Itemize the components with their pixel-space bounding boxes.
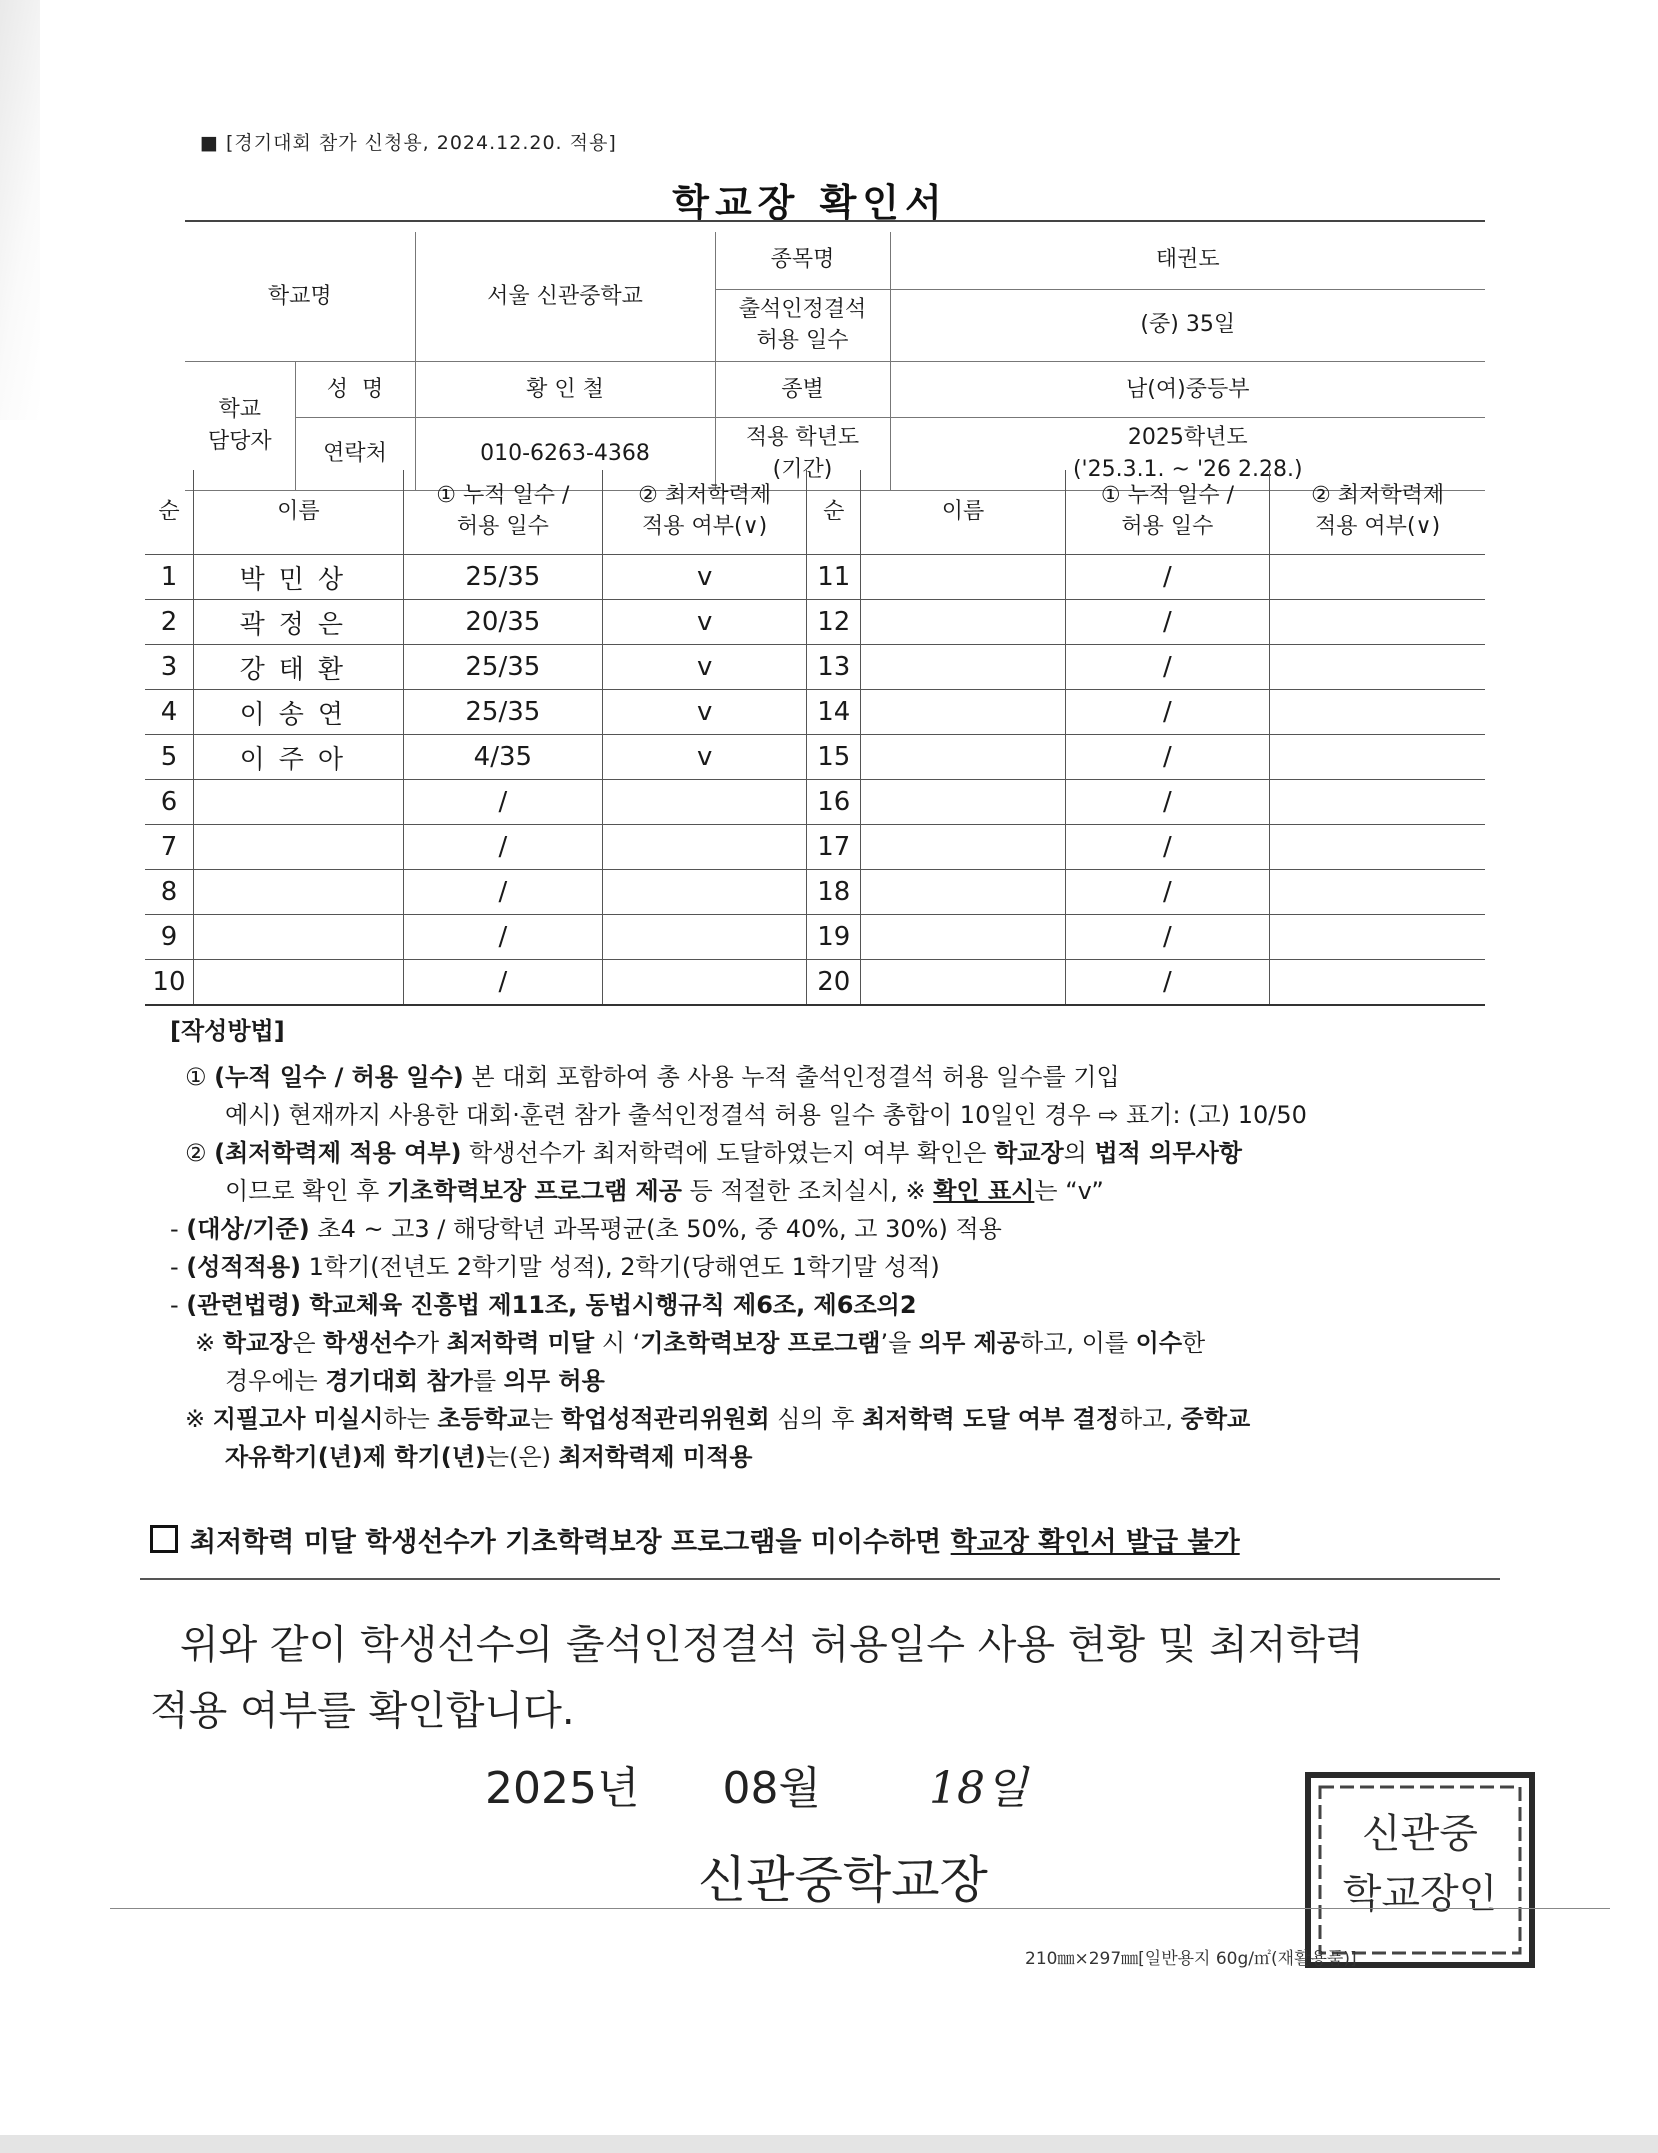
text-segment: 법적 의무사항 [1094,1139,1242,1167]
row-no: 9 [145,915,193,960]
text-segment: 미이수 [810,1527,890,1558]
student-name [861,735,1065,780]
division-value: 남(여)중등부 [890,362,1485,418]
text-segment: (누적 일수 / 허용 일수) [214,1063,464,1091]
row-no: 11 [807,555,861,600]
row-no: 1 [145,555,193,600]
text-segment: ① [185,1063,215,1091]
table-row [145,690,1485,735]
notice-line [150,1520,1240,1559]
issue-date [485,1752,1027,1816]
text-segment: 최저학력제 미적용 [558,1443,753,1471]
text-segment: 학교장 확인서 발급 불가 [950,1527,1240,1558]
student-name [861,780,1065,825]
text-segment: 하고, 이를 [1020,1329,1136,1357]
instructions-lines [140,1058,1520,1476]
text-segment: 가 [415,1329,447,1357]
text-segment: 하는 [383,1405,438,1433]
text-segment: - [170,1253,187,1281]
instruction-line [140,1362,1520,1400]
days-cell: 25/35 [403,645,602,690]
paper-spec: 210㎜×297㎜[일반용지 60g/㎡(재활용품)] [1025,1949,1357,1969]
text-segment: 의무 제공 [918,1329,1021,1357]
school-name: 서울 신관중학교 [415,232,715,362]
check-cell [602,870,806,915]
days-cell: 25/35 [403,555,602,600]
check-cell: v [602,600,806,645]
table-row [145,915,1485,960]
instruction-line [140,1400,1520,1438]
table-row [145,825,1485,870]
row-no: 20 [807,960,861,1006]
text-segment: 하면 [889,1527,951,1558]
text-segment: 을 [775,1527,811,1558]
division-label: 종별 [715,362,890,418]
check-cell: v [602,645,806,690]
student-name [861,915,1065,960]
person-name-value: 황 인 철 [415,362,715,418]
table-row [145,645,1485,690]
check-cell [602,825,806,870]
check-cell: v [602,555,806,600]
check-cell [1270,735,1485,780]
instruction-line [140,1286,1520,1324]
check-cell [1270,780,1485,825]
days-cell: / [1065,915,1269,960]
certificate-page [110,0,1600,2153]
row-no: 16 [807,780,861,825]
principal-title: 신관중학교장 [698,1851,988,1909]
header-no: 순 [807,470,861,555]
date-day: 18일 [928,1763,1028,1814]
text-segment: ② [185,1139,215,1167]
student-name [861,600,1065,645]
row-no: 8 [145,870,193,915]
sport-label: 종목명 [715,232,890,289]
table-row [145,735,1485,780]
days-cell: / [1065,870,1269,915]
year-value: 2025학년도 ('25.3.1. ~ '26 2.28.) [890,418,1485,491]
row-no: 18 [807,870,861,915]
days-cell: / [1065,780,1269,825]
row-no: 10 [145,960,193,1006]
check-cell [1270,915,1485,960]
check-cell [1270,555,1485,600]
student-name [193,780,403,825]
instruction-line [140,1210,1520,1248]
text-segment: 확인 표시 [933,1177,1035,1205]
text-segment: 학생선수가 최저학력에 도달하였는지 여부 확인은 [461,1139,995,1167]
row-no: 12 [807,600,861,645]
text-segment: 의무 허용 [503,1367,605,1395]
row-no: 13 [807,645,861,690]
text-segment: 최저학력 미달 [446,1329,595,1357]
days-cell: / [1065,645,1269,690]
instructions-section [140,1012,1520,1476]
student-name [193,915,403,960]
days-cell: / [403,960,602,1006]
check-cell [602,780,806,825]
phone-value: 010-6263-4368 [415,418,715,491]
text-segment: 초등학교 [437,1405,531,1433]
title-rule [185,220,1485,222]
days-cell: / [403,870,602,915]
student-name [861,870,1065,915]
days-cell: / [1065,600,1269,645]
text-segment: 기초학력보장 프로그램 [640,1329,881,1357]
text-segment: ※ [195,1329,223,1357]
header-days: ① 누적 일수 / 허용 일수 [403,470,602,555]
row-no: 17 [807,825,861,870]
text-segment: (성적적용) [186,1253,301,1281]
text-segment: 경기대회 참가 [325,1367,473,1395]
notice-rule [140,1578,1500,1580]
text-segment: 를 [472,1367,504,1395]
seal-line-2: 학교장인 [1342,1871,1498,1917]
student-name [193,825,403,870]
student-name [861,825,1065,870]
row-no: 2 [145,600,193,645]
text-segment: (관련법령) 학교체육 진흥법 제11조, 동법시행규칙 제6조, 제6조의2 [186,1291,917,1319]
student-name [861,960,1065,1006]
text-segment: 최저학력 도달 여부 결정 [862,1405,1119,1433]
check-cell: v [602,690,806,735]
page-bottom-rule [110,1908,1610,1909]
days-cell: / [1065,555,1269,600]
student-name: 강태환 [193,645,403,690]
text-segment: 기초학력보장 프로그램 [505,1527,776,1558]
row-no: 4 [145,690,193,735]
text-segment: 경우에는 [225,1367,326,1395]
days-cell: / [403,915,602,960]
person-name-label: 성 명 [295,362,415,418]
text-segment: - [170,1291,187,1319]
check-cell [1270,600,1485,645]
text-segment: 는(은) [485,1443,559,1471]
text-segment: 지필고사 미실시 [212,1405,384,1433]
text-segment: 하고, [1119,1405,1181,1433]
instruction-line [140,1058,1520,1096]
text-segment: 학교장 [222,1329,293,1357]
days-cell: / [403,825,602,870]
text-segment: 는 [530,1405,561,1433]
text-segment: 심의 후 [769,1405,863,1433]
text-segment: 기초학력보장 프로그램 제공 [387,1177,682,1205]
row-no: 5 [145,735,193,780]
text-segment: 가 [469,1527,506,1558]
header-note: ■ [경기대회 참가 신청용, 2024.12.20. 적용] [200,132,617,154]
instruction-line [140,1438,1520,1476]
student-name: 곽정은 [193,600,403,645]
text-segment: (대상/기준) [186,1215,310,1243]
check-cell [1270,870,1485,915]
check-cell [602,960,806,1006]
student-name [193,960,403,1006]
row-no: 14 [807,690,861,735]
scan-bottom-strip [0,2135,1658,2153]
text-segment: 한 [1182,1329,1206,1357]
text-segment: 예시) 현재까지 사용한 대회·훈련 참가 출석인정결석 허용 일수 총합이 10일인 경우 ⇨ 표기: (고) 10/50 [225,1101,1307,1129]
student-name [861,555,1065,600]
instruction-line [140,1324,1520,1362]
text-segment: 이므로 확인 후 [225,1177,387,1205]
student-name [193,870,403,915]
confirmation-statement: 위와 같이 학생선수의 출석인정결석 허용일수 사용 현황 및 최저학력 적용 여부를 확인합니다. [150,1622,1364,1734]
text-segment: 자유학기(년)제 학기(년) [225,1443,486,1471]
table-row [145,870,1485,915]
check-cell [1270,825,1485,870]
contact-label: 학교 담당자 [185,362,295,491]
days-cell: / [1065,960,1269,1006]
date-month: 08월 [722,1763,821,1814]
text-segment: (최저학력제 적용 여부) [214,1139,462,1167]
table-row [145,960,1485,1006]
check-cell [1270,960,1485,1006]
page-edge-shadow [0,0,40,420]
days-cell: / [1065,825,1269,870]
text-segment: 은 [292,1329,324,1357]
check-cell [1270,690,1485,735]
header-name: 이름 [861,470,1065,555]
text-segment: 는 “v” [1034,1177,1104,1205]
text-segment: 학업성적관리위원회 [560,1405,770,1433]
text-segment: 이수 [1135,1329,1183,1357]
text-segment: 중학교 [1180,1405,1251,1433]
allowed-days-label: 출석인정결석 허용 일수 [715,289,890,362]
instructions-heading: [작성방법] [170,1017,285,1045]
days-cell: 25/35 [403,690,602,735]
instruction-line [140,1134,1520,1172]
student-name: 이송연 [193,690,403,735]
row-no: 3 [145,645,193,690]
text-segment: 본 대회 포함하여 총 사용 누적 출석인정결석 허용 일수를 기입 [463,1063,1120,1091]
notice-box-icon [150,1525,178,1553]
allowed-days-value: (중) 35일 [890,289,1485,362]
days-cell: / [403,780,602,825]
student-name [861,645,1065,690]
school-info-table [185,232,1485,491]
table-row [145,780,1485,825]
student-name: 이주아 [193,735,403,780]
school-label: 학교명 [185,232,415,362]
days-cell: / [1065,690,1269,735]
text-segment: 학생선수 [323,1329,416,1357]
instruction-line [140,1096,1520,1134]
header-min-standard: ② 최저학력제 적용 여부(∨) [1270,470,1485,555]
days-cell: 20/35 [403,600,602,645]
table-row [145,600,1485,645]
year-label: 적용 학년도 (기간) [715,418,890,491]
text-segment: 의 [1063,1139,1095,1167]
row-no: 7 [145,825,193,870]
days-cell: 4/35 [403,735,602,780]
student-name [861,690,1065,735]
row-no: 6 [145,780,193,825]
phone-label: 연락처 [295,418,415,491]
check-cell: v [602,735,806,780]
notice-text [190,1527,1240,1558]
days-cell: / [1065,735,1269,780]
text-segment: - [170,1215,187,1243]
text-segment: 시 ‘ [594,1329,641,1357]
seal-line-1: 신관중 [1362,1811,1478,1857]
check-cell [1270,645,1485,690]
instruction-line [140,1172,1520,1210]
text-segment: ’을 [880,1329,919,1357]
text-segment: 최저학력 미달 학생선수 [190,1527,470,1558]
student-roster-table [145,470,1485,1006]
text-segment: 초4 ~ 고3 / 해당학년 과목평균(초 50%, 중 40%, 고 30%) 적용 [309,1215,1002,1243]
text-segment: 1학기(전년도 2학기말 성적), 2학기(당해연도 1학기말 성적) [300,1253,940,1281]
text-segment: 학교장 [994,1139,1064,1167]
sport-value: 태권도 [890,232,1485,289]
check-cell [602,915,806,960]
instruction-line [140,1248,1520,1286]
header-days: ① 누적 일수 / 허용 일수 [1065,470,1269,555]
header-no: 순 [145,470,193,555]
text-segment: 등 적절한 조치실시, ※ [681,1177,934,1205]
row-no: 19 [807,915,861,960]
student-name: 박민상 [193,555,403,600]
document-title: 학교장 확인서 [672,181,948,225]
text-segment: ※ [185,1405,213,1433]
header-name: 이름 [193,470,403,555]
table-row [145,555,1485,600]
header-min-standard: ② 최저학력제 적용 여부(∨) [602,470,806,555]
row-no: 15 [807,735,861,780]
date-year: 2025년 [485,1763,640,1814]
